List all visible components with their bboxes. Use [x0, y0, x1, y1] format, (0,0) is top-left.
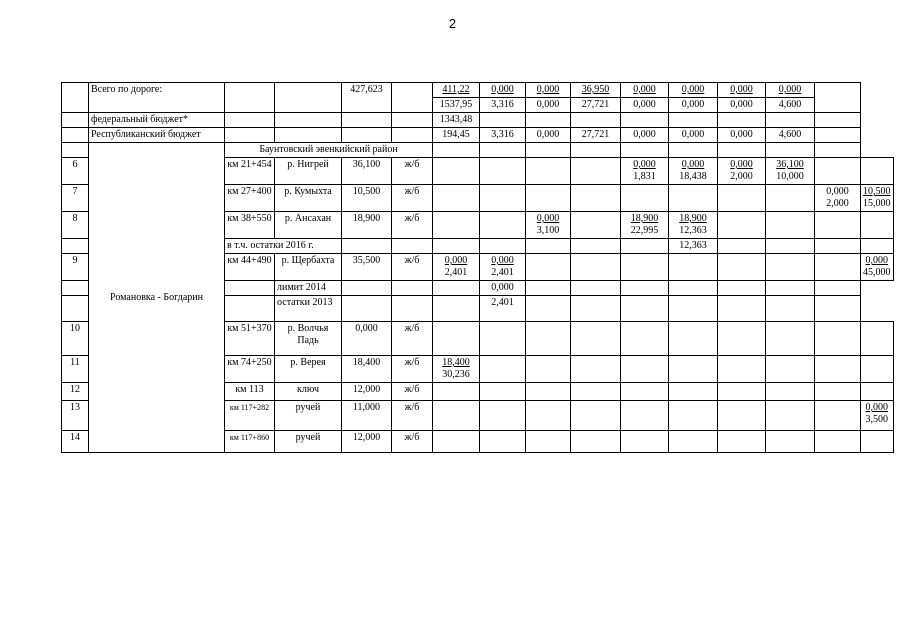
- republic-value: 0,000: [718, 128, 766, 143]
- sub-label: в т.ч. остатки 2016 г.: [225, 239, 342, 254]
- cell: [433, 322, 480, 356]
- cell: [571, 185, 621, 212]
- cell: [718, 143, 766, 158]
- km-cell: км 38+550: [225, 212, 275, 239]
- value-cell: 0,000 45,000: [861, 254, 894, 281]
- cell: [342, 128, 392, 143]
- type-cell: ж/б: [392, 322, 433, 356]
- cell: [815, 239, 861, 254]
- cell: [571, 383, 621, 401]
- cell: [669, 143, 718, 158]
- cell: [392, 239, 433, 254]
- cell: [571, 143, 621, 158]
- value-cell: 36,100 10,000: [766, 158, 815, 185]
- cell: [571, 401, 621, 431]
- cell: [718, 281, 766, 296]
- row-number: 9: [62, 254, 89, 281]
- type-cell: ж/б: [392, 212, 433, 239]
- road-name: Романовка - Богдарин: [89, 143, 225, 453]
- cell: [433, 239, 480, 254]
- type-cell: ж/б: [392, 185, 433, 212]
- length-cell: 18,900: [342, 212, 392, 239]
- cell: [392, 128, 433, 143]
- length-cell: 10,500: [342, 185, 392, 212]
- cell: [275, 128, 342, 143]
- km-cell: км 113: [225, 383, 275, 401]
- cell: [480, 239, 526, 254]
- object-cell: р. Верея: [275, 356, 342, 383]
- type-cell: ж/б: [392, 401, 433, 431]
- cell: [669, 281, 718, 296]
- cell: [526, 322, 571, 356]
- cell: [526, 113, 571, 128]
- type-cell: ж/б: [392, 356, 433, 383]
- district-header: Баунтовский эвенкийский район: [225, 143, 433, 158]
- total-value: 0,000: [718, 83, 766, 98]
- cell: [861, 431, 894, 453]
- total-value: 0,000: [621, 83, 669, 98]
- cell: [571, 254, 621, 281]
- value-cell: 0,000 18,438: [669, 158, 718, 185]
- total-row: [62, 83, 894, 98]
- cell: [815, 281, 861, 296]
- type-cell: ж/б: [392, 158, 433, 185]
- cell: [766, 296, 815, 322]
- cell: [526, 383, 571, 401]
- republic-value: 3,316: [480, 128, 526, 143]
- km-cell: км 51+370: [225, 322, 275, 356]
- cell: [433, 212, 480, 239]
- type-cell: ж/б: [392, 431, 433, 453]
- cell: [861, 239, 894, 254]
- total-value: 0,000: [669, 98, 718, 113]
- km-cell: км 44+490: [225, 254, 275, 281]
- cell: [621, 322, 669, 356]
- cell: [669, 296, 718, 322]
- cell: [62, 143, 89, 158]
- cell: [669, 383, 718, 401]
- total-value: 411,22: [433, 83, 480, 98]
- value-cell: 18,400 30,236: [433, 356, 480, 383]
- object-cell: р. Ансахан: [275, 212, 342, 239]
- cell: [621, 239, 669, 254]
- total-value: 3,316: [480, 98, 526, 113]
- total-value: 0,000: [526, 98, 571, 113]
- total-value: 0,000: [669, 83, 718, 98]
- cell: [225, 296, 275, 322]
- cell: [718, 431, 766, 453]
- cell: [526, 254, 571, 281]
- object-cell: р. Щербахта: [275, 254, 342, 281]
- cell: [669, 431, 718, 453]
- value-cell: 18,900 12,363: [669, 212, 718, 239]
- type-cell: ж/б: [392, 254, 433, 281]
- object-cell: р. Нигрей: [275, 158, 342, 185]
- length-cell: 36,100: [342, 158, 392, 185]
- cell: [275, 113, 342, 128]
- sub-label: остатки 2013: [275, 296, 342, 322]
- object-cell: ручей: [275, 401, 342, 431]
- cell: [766, 239, 815, 254]
- cell: [433, 185, 480, 212]
- cell: [669, 401, 718, 431]
- cell: [433, 143, 480, 158]
- row-number: 6: [62, 158, 89, 185]
- value-cell: 0,000 3,500: [861, 401, 894, 431]
- cell: [718, 254, 766, 281]
- cell: [861, 383, 894, 401]
- cell: [718, 113, 766, 128]
- km-cell: км 74+250: [225, 356, 275, 383]
- cell: [571, 239, 621, 254]
- cell: [480, 401, 526, 431]
- cell: [433, 383, 480, 401]
- cell: [861, 356, 894, 383]
- total-value: 1537,95: [433, 98, 480, 113]
- km-cell: км 117+860: [225, 431, 275, 453]
- cell: [433, 281, 480, 296]
- cell: [815, 143, 861, 158]
- cell: [571, 356, 621, 383]
- cell: [342, 296, 392, 322]
- cell: [861, 212, 894, 239]
- total-value: 0,000: [718, 98, 766, 113]
- total-value: 0,000: [526, 83, 571, 98]
- cell: [480, 212, 526, 239]
- cell: [861, 322, 894, 356]
- cell: [225, 281, 275, 296]
- cell: [621, 185, 669, 212]
- cell: [621, 383, 669, 401]
- cell: [225, 83, 275, 113]
- cell: [480, 143, 526, 158]
- value-cell: 0,000 1,831: [621, 158, 669, 185]
- cell: [433, 401, 480, 431]
- cell: [526, 239, 571, 254]
- cell: [766, 113, 815, 128]
- cell: [766, 431, 815, 453]
- row-number: 7: [62, 185, 89, 212]
- cell: [621, 143, 669, 158]
- cell: [571, 158, 621, 185]
- total-value: 27,721: [571, 98, 621, 113]
- cell: [62, 239, 89, 254]
- cell: [480, 113, 526, 128]
- cell: [815, 254, 861, 281]
- cell: [225, 113, 275, 128]
- cell: [480, 322, 526, 356]
- total-num-cell: [62, 83, 89, 113]
- cell: [815, 356, 861, 383]
- total-value: 4,600: [766, 98, 815, 113]
- length-cell: 35,500: [342, 254, 392, 281]
- length-cell: 12,000: [342, 431, 392, 453]
- republic-value: 0,000: [621, 128, 669, 143]
- cell: [766, 185, 815, 212]
- cell: [392, 113, 433, 128]
- cell: [571, 113, 621, 128]
- cell: [815, 383, 861, 401]
- cell: [621, 254, 669, 281]
- total-value: 0,000: [480, 83, 526, 98]
- cell: [526, 143, 571, 158]
- cell: [526, 401, 571, 431]
- cell: [815, 296, 861, 322]
- cell: [718, 322, 766, 356]
- cell: [433, 158, 480, 185]
- length-cell: 0,000: [342, 322, 392, 356]
- cell: [766, 322, 815, 356]
- row-number: 8: [62, 212, 89, 239]
- federal-label: федеральный бюджет*: [89, 113, 225, 128]
- cell: [571, 431, 621, 453]
- cell: [669, 113, 718, 128]
- cell: [392, 296, 433, 322]
- total-value: 36,950: [571, 83, 621, 98]
- row-number: 12: [62, 383, 89, 401]
- republic-value: 0,000: [526, 128, 571, 143]
- value-cell: 2,401: [480, 296, 526, 322]
- cell: [342, 281, 392, 296]
- value-cell: 18,900 22,995: [621, 212, 669, 239]
- republic-value: 4,600: [766, 128, 815, 143]
- object-cell: р. Кумыхта: [275, 185, 342, 212]
- cell: [669, 254, 718, 281]
- value-cell: 0,000 3,100: [526, 212, 571, 239]
- page-number: 2: [448, 16, 457, 31]
- cell: [815, 401, 861, 431]
- cell: [342, 113, 392, 128]
- cell: [621, 113, 669, 128]
- cell: [480, 158, 526, 185]
- district-header-row: [62, 143, 894, 158]
- row-number: 10: [62, 322, 89, 356]
- row-number: 13: [62, 401, 89, 431]
- cell: [669, 185, 718, 212]
- cell: [526, 158, 571, 185]
- cell: [718, 185, 766, 212]
- cell: [815, 158, 861, 185]
- cell: [766, 212, 815, 239]
- cell: [718, 356, 766, 383]
- cell: [861, 158, 894, 185]
- cell: [392, 281, 433, 296]
- road-objects-table: [61, 82, 894, 453]
- cell: [225, 128, 275, 143]
- total-value: 0,000: [766, 83, 815, 98]
- cell: [526, 296, 571, 322]
- cell: [480, 185, 526, 212]
- value-cell: 0,000: [480, 281, 526, 296]
- km-cell: км 21+454: [225, 158, 275, 185]
- row-number: 11: [62, 356, 89, 383]
- value-cell: 12,363: [669, 239, 718, 254]
- cell: [815, 431, 861, 453]
- sub-label: лимит 2014: [275, 281, 342, 296]
- cell: [480, 383, 526, 401]
- length-cell: 11,000: [342, 401, 392, 431]
- type-cell: ж/б: [392, 383, 433, 401]
- cell: [571, 322, 621, 356]
- republic-value: 27,721: [571, 128, 621, 143]
- cell: [621, 401, 669, 431]
- total-label: Всего по дороге:: [89, 83, 225, 113]
- cell: [275, 83, 342, 113]
- total-length: 427,623: [342, 83, 392, 113]
- object-cell: р. Волчья Падь: [275, 322, 342, 356]
- republic-value: 194,45: [433, 128, 480, 143]
- cell: [669, 356, 718, 383]
- cell: [718, 383, 766, 401]
- cell: [526, 356, 571, 383]
- cell: [669, 322, 718, 356]
- cell: [571, 296, 621, 322]
- cell: [62, 113, 89, 128]
- cell: [815, 83, 861, 113]
- cell: [433, 431, 480, 453]
- cell: [392, 83, 433, 113]
- cell: [621, 281, 669, 296]
- cell: [815, 113, 861, 128]
- km-cell: км 27+400: [225, 185, 275, 212]
- length-cell: 18,400: [342, 356, 392, 383]
- cell: [621, 356, 669, 383]
- object-cell: ручей: [275, 431, 342, 453]
- cell: [571, 281, 621, 296]
- federal-row: [62, 113, 894, 128]
- value-cell: 0,000 2,401: [433, 254, 480, 281]
- value-cell: 0,000 2,401: [480, 254, 526, 281]
- cell: [433, 296, 480, 322]
- cell: [62, 296, 89, 322]
- cell: [480, 431, 526, 453]
- cell: [571, 212, 621, 239]
- value-cell: 0,000 2,000: [718, 158, 766, 185]
- cell: [718, 296, 766, 322]
- value-cell: 10,500 15,000: [861, 185, 894, 212]
- cell: [815, 128, 861, 143]
- km-cell: км 117+282: [225, 401, 275, 431]
- cell: [718, 212, 766, 239]
- cell: [526, 185, 571, 212]
- cell: [526, 281, 571, 296]
- republic-label: Республиканский бюджет: [89, 128, 225, 143]
- cell: [766, 254, 815, 281]
- cell: [62, 281, 89, 296]
- cell: [342, 239, 392, 254]
- cell: [718, 401, 766, 431]
- federal-value: 1343,48: [433, 113, 480, 128]
- row-number: 14: [62, 431, 89, 453]
- cell: [718, 239, 766, 254]
- cell: [766, 401, 815, 431]
- value-cell: 0,000 2,000: [815, 185, 861, 212]
- cell: [766, 356, 815, 383]
- cell: [766, 143, 815, 158]
- cell: [815, 212, 861, 239]
- cell: [766, 383, 815, 401]
- cell: [526, 431, 571, 453]
- cell: [815, 322, 861, 356]
- cell: [621, 431, 669, 453]
- cell: [766, 281, 815, 296]
- cell: [621, 296, 669, 322]
- cell: [62, 128, 89, 143]
- republic-row: [62, 128, 894, 143]
- republic-value: 0,000: [669, 128, 718, 143]
- object-cell: ключ: [275, 383, 342, 401]
- length-cell: 12,000: [342, 383, 392, 401]
- total-value: 0,000: [621, 98, 669, 113]
- cell: [480, 356, 526, 383]
